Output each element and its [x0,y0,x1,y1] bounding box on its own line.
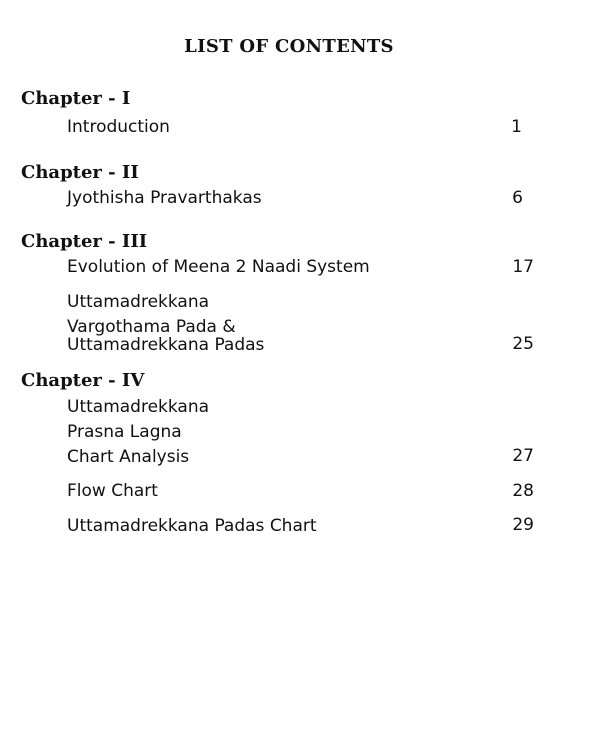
toc-entry-title: Jyothisha Pravarthakas [67,188,262,208]
toc-entry-page: 25 [512,334,534,354]
toc-entry-title-line: Vargothama Pada & [67,317,236,337]
toc-entry-page: 17 [512,257,534,277]
toc-entry-page: 6 [512,188,523,208]
chapter-heading: Chapter - III [21,231,148,252]
toc-entry-page: 28 [512,481,534,501]
chapter-heading: Chapter - II [21,162,139,183]
toc-entry-page: 27 [512,446,534,466]
toc-entry-page: 1 [511,117,522,137]
toc-entry-title: Evolution of Meena 2 Naadi System [67,257,370,277]
toc-entry-title: Introduction [67,117,170,137]
toc-entry-title-line: Prasna Lagna [67,422,182,442]
toc-entry-title-line: Uttamadrekkana [67,292,210,312]
chapter-heading: Chapter - IV [21,370,145,391]
toc-entry-title-line: Chart Analysis [67,447,190,467]
toc-entry-title: Flow Chart [67,481,158,501]
toc-entry-title: Uttamadrekkana Padas Chart [67,516,317,536]
toc-entry-title-line: Uttamadrekkana Padas [67,335,265,355]
chapter-heading: Chapter - I [21,88,131,109]
toc-entry-page: 29 [512,515,534,535]
page-title: LIST OF CONTENTS [184,36,394,57]
toc-entry-title-line: Uttamadrekkana [67,397,210,417]
